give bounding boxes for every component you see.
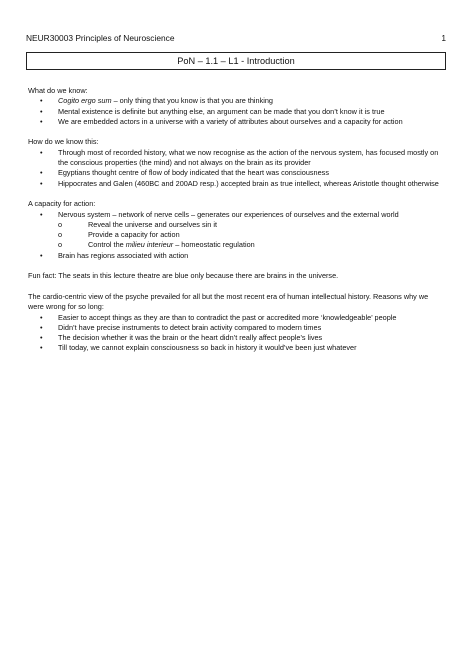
bullet-icon: • <box>40 333 43 343</box>
list-item <box>28 179 444 189</box>
sub-list-item <box>58 230 444 240</box>
lecture-title-box <box>26 52 446 70</box>
sub-bullet-icon: o <box>58 219 63 229</box>
list-item <box>28 343 444 353</box>
sub-list-item-text: Provide a capacity for action <box>88 230 180 240</box>
bullet-icon: • <box>40 106 43 116</box>
how-we-know-list <box>28 148 444 189</box>
what-we-know-list <box>28 96 444 127</box>
sub-bullet-icon: o <box>58 240 63 250</box>
bullet-icon: • <box>40 116 43 126</box>
list-item-text: Easier to accept things as they are than to contradict the past or accredited more ‘knowledgeable’ people <box>58 312 397 322</box>
cardio-centric-intro: The cardio-centric view of the psyche prevailed for all but the most recent era of human intellectual history. Reasons why we were wrong for so long: <box>28 291 429 312</box>
paragraph-spacer <box>28 282 444 292</box>
list-item-text: Till today, we cannot explain consciousness so back in history it would’ve been just whatever <box>58 343 357 353</box>
milieu-phrase: milieu interieur <box>125 240 174 250</box>
list-item <box>28 168 444 178</box>
bullet-icon: • <box>40 312 43 322</box>
list-item-text: Mental existence is definite but anything else, an argument can be made that you don’t know it is true <box>58 106 385 116</box>
list-item-text: Hippocrates and Galen (460BC and 200AD resp.) accepted brain as true intellect, whereas Aristotle thought otherwise <box>58 178 439 188</box>
list-item-text: Egyptians thought centre of flow of body indicated that the heart was consciousness <box>58 168 329 178</box>
list-item-text: Nervous system – network of nerve cells – generates our experiences of ourselves and the external world <box>58 209 399 219</box>
latin-phrase: Cogito ergo sum <box>58 96 112 106</box>
list-item-text: We are embedded actors in a universe with a variety of attributes about ourselves and a capacity for action <box>58 116 403 126</box>
reasons-list <box>28 313 444 354</box>
notes-body <box>28 86 444 354</box>
lecture-title: PoN – 1.1 – L1 - Introduction <box>177 56 295 66</box>
section-heading-how-we-know: How do we know this: <box>28 137 99 147</box>
sub-list-item <box>58 240 444 250</box>
bullet-icon: • <box>40 322 43 332</box>
capacity-sublist <box>58 220 444 251</box>
fun-fact: Fun fact: The seats in this lecture theatre are blue only because there are brains in the universe. <box>28 271 339 281</box>
page-number: 1 <box>441 33 446 43</box>
paragraph-spacer <box>28 261 444 271</box>
sub-list-item-text: Control the <box>88 240 126 250</box>
list-item <box>28 107 444 117</box>
list-item <box>28 323 444 333</box>
list-item <box>28 148 444 169</box>
list-item <box>28 313 444 323</box>
bullet-icon: • <box>40 250 43 260</box>
page-header <box>26 31 446 45</box>
bullet-icon: • <box>40 147 43 157</box>
list-item-text: Brain has regions associated with action <box>58 250 189 260</box>
list-item-text: Through most of recorded history, what we now recognise as the action of the nervous system, has focused mostly on the conscious properties (the mind) and not always on the brain as its provider <box>58 147 439 168</box>
bullet-icon: • <box>40 96 43 106</box>
list-item <box>28 251 444 261</box>
list-item <box>28 117 444 127</box>
paragraph-spacer <box>28 127 444 137</box>
course-title: NEUR30003 Principles of Neuroscience <box>26 33 175 43</box>
bullet-icon: • <box>40 168 43 178</box>
list-item <box>28 210 444 251</box>
list-item <box>28 333 444 343</box>
list-item <box>28 96 444 106</box>
bullet-icon: • <box>40 209 43 219</box>
section-heading-what-we-know: What do we know: <box>28 86 88 95</box>
sub-list-item <box>58 220 444 230</box>
paragraph-spacer <box>28 189 444 199</box>
bullet-icon: • <box>40 343 43 353</box>
capacity-list <box>28 210 444 261</box>
sub-list-item-text: – homeostatic regulation <box>173 240 255 250</box>
section-heading-capacity: A capacity for action: <box>28 199 96 209</box>
list-item-text: The decision whether it was the brain or the heart didn’t really affect people’s lives <box>58 333 323 343</box>
bullet-icon: • <box>40 178 43 188</box>
list-item-text: Didn’t have precise instruments to detect brain activity compared to modern times <box>58 322 322 332</box>
sub-list-item-text: Reveal the universe and ourselves sin it <box>88 219 217 229</box>
list-item-text: – only thing that you know is that you are thinking <box>111 96 273 106</box>
sub-bullet-icon: o <box>58 230 63 240</box>
